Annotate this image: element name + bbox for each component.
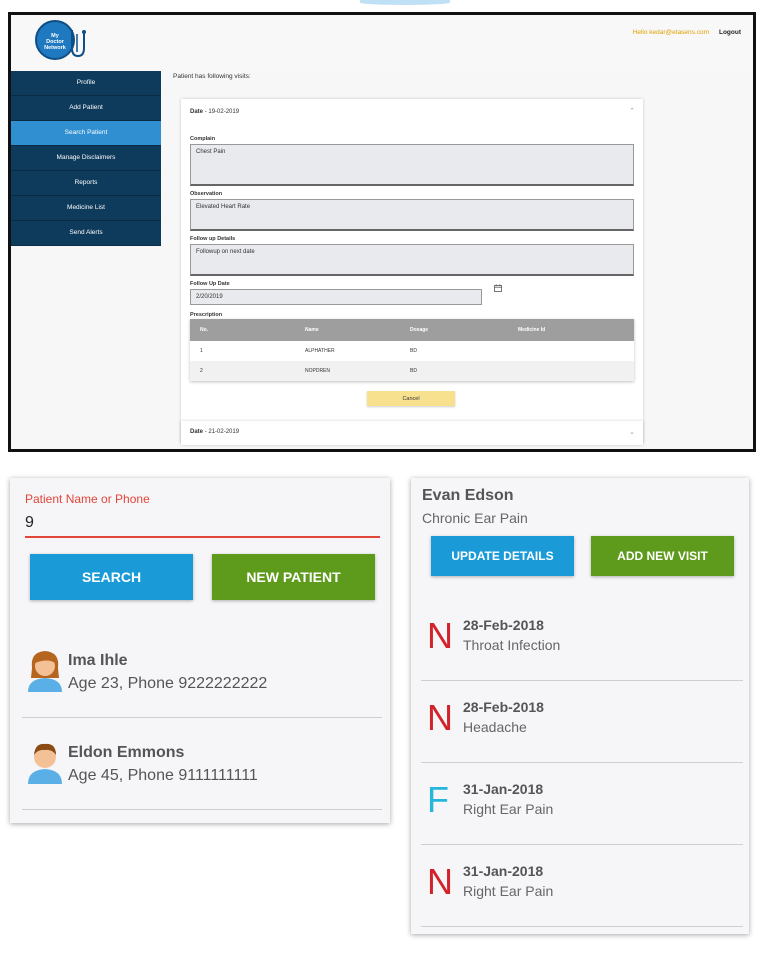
update-details-button[interactable]: UPDATE DETAILS xyxy=(431,536,574,576)
visit-reason: Throat Infection xyxy=(463,637,561,653)
logo-line-2: Doctor xyxy=(46,39,64,45)
female-avatar-icon xyxy=(26,648,64,692)
sidebar-item-reports[interactable]: Reports xyxy=(11,171,161,196)
visit-reason: Right Ear Pain xyxy=(463,801,554,817)
visit-date-header xyxy=(190,429,239,435)
patient-detail-screen xyxy=(411,478,749,934)
search-input[interactable]: 9 xyxy=(25,512,380,538)
sidebar-item-add-patient[interactable]: Add Patient xyxy=(11,96,161,121)
search-button[interactable]: SEARCH xyxy=(30,554,193,600)
main-content xyxy=(171,71,753,449)
cell-name: NOPDREN xyxy=(305,368,331,374)
add-new-visit-button[interactable]: ADD NEW VISIT xyxy=(591,536,734,576)
table-header-row xyxy=(190,319,634,341)
sidebar-nav xyxy=(11,71,161,246)
new-visit-icon: N xyxy=(427,861,453,902)
list-item[interactable] xyxy=(22,626,382,718)
prescription-label: Prescription xyxy=(190,312,223,318)
cell-dosage: BD xyxy=(410,368,417,374)
sidebar-item-send-alerts[interactable]: Send Alerts xyxy=(11,221,161,246)
prescription-table xyxy=(190,319,634,381)
patient-info: Age 45, Phone 9111111111 xyxy=(68,767,258,784)
followup-date-input[interactable]: 2/20/2019 xyxy=(190,289,482,305)
logo-line-3: Network xyxy=(44,45,66,51)
patient-search-screen xyxy=(10,478,390,823)
complain-label: Complain xyxy=(190,136,216,142)
patient-name: Ima Ihle xyxy=(68,652,128,669)
observation-label: Observation xyxy=(190,191,223,197)
list-item[interactable] xyxy=(421,845,743,927)
visit-date: 31-Jan-2018 xyxy=(463,781,544,797)
patient-info: Age 23, Phone 9222222222 xyxy=(68,675,268,692)
list-item[interactable] xyxy=(22,718,382,810)
visit-reason: Headache xyxy=(463,719,527,735)
visit-card-collapsed[interactable] xyxy=(181,421,643,445)
followup-details-label: Follow up Details xyxy=(190,236,236,242)
cell-dosage: BD xyxy=(410,348,417,354)
sidebar-item-medicine-list[interactable]: Medicine List xyxy=(11,196,161,221)
cell-name: ALPHATHER xyxy=(305,348,335,354)
visit-date-header[interactable] xyxy=(190,109,239,115)
new-patient-button[interactable]: NEW PATIENT xyxy=(212,554,375,600)
logo-line-1: My xyxy=(51,33,59,39)
col-header-no: No. xyxy=(200,327,209,333)
cell-no: 2 xyxy=(200,368,203,374)
stethoscope-icon xyxy=(69,28,87,60)
visit-date: 28-Feb-2018 xyxy=(463,617,544,633)
list-item[interactable] xyxy=(421,763,743,845)
cancel-button[interactable]: Cancel xyxy=(367,391,455,406)
visits-intro-text: Patient has following visits: xyxy=(173,73,251,80)
logout-link[interactable]: Logout xyxy=(718,29,741,36)
patient-name: Evan Edson xyxy=(422,487,514,504)
patient-name: Eldon Emmons xyxy=(68,744,185,761)
new-visit-icon: N xyxy=(427,615,453,656)
search-field-label: Patient Name or Phone xyxy=(25,492,150,506)
visit-reason: Right Ear Pain xyxy=(463,883,554,899)
patient-condition: Chronic Ear Pain xyxy=(422,510,528,526)
male-avatar-icon xyxy=(26,740,64,784)
followup-date-label: Follow Up Date xyxy=(190,281,230,287)
visit-date: 28-Feb-2018 xyxy=(463,699,544,715)
app-header xyxy=(11,15,753,71)
chevron-up-icon[interactable]: ⌃ xyxy=(629,108,635,115)
sidebar-item-profile[interactable]: Profile xyxy=(11,71,161,96)
followup-visit-icon: F xyxy=(427,779,449,820)
col-header-medicine-id: Medicine Id xyxy=(518,327,546,333)
followup-details-textarea[interactable]: Followup on next date xyxy=(190,244,634,276)
visit-card-expanded xyxy=(181,99,643,443)
top-glow-decoration xyxy=(360,0,450,5)
list-item[interactable] xyxy=(421,681,743,763)
chevron-down-icon[interactable]: ⌄ xyxy=(629,429,635,436)
complain-textarea[interactable]: Chest Pain xyxy=(190,144,634,186)
sidebar-item-manage-disclaimers[interactable]: Manage Disclaimers xyxy=(11,146,161,171)
app-logo xyxy=(35,20,85,62)
new-visit-icon: N xyxy=(427,697,453,738)
visit-date: 31-Jan-2018 xyxy=(463,863,544,879)
sidebar-item-search-patient[interactable]: Search Patient xyxy=(11,121,161,146)
col-header-dosage: Dosage xyxy=(410,327,429,333)
visit-date-label: Date xyxy=(190,109,204,115)
calendar-icon[interactable] xyxy=(494,284,502,292)
user-greeting: Hello kedar@etasens.com xyxy=(632,29,709,36)
visit-date-label: Date xyxy=(190,429,204,435)
table-row xyxy=(190,361,634,381)
visit-date-value: - 21-02-2019 xyxy=(204,429,240,435)
observation-textarea[interactable]: Elevated Heart Rate xyxy=(190,199,634,231)
desktop-app-window xyxy=(8,12,756,452)
table-row xyxy=(190,341,634,361)
visit-date-value: - 19-02-2019 xyxy=(204,109,240,115)
list-item[interactable] xyxy=(421,599,743,681)
col-header-name: Name xyxy=(305,327,319,333)
cell-no: 1 xyxy=(200,348,203,354)
